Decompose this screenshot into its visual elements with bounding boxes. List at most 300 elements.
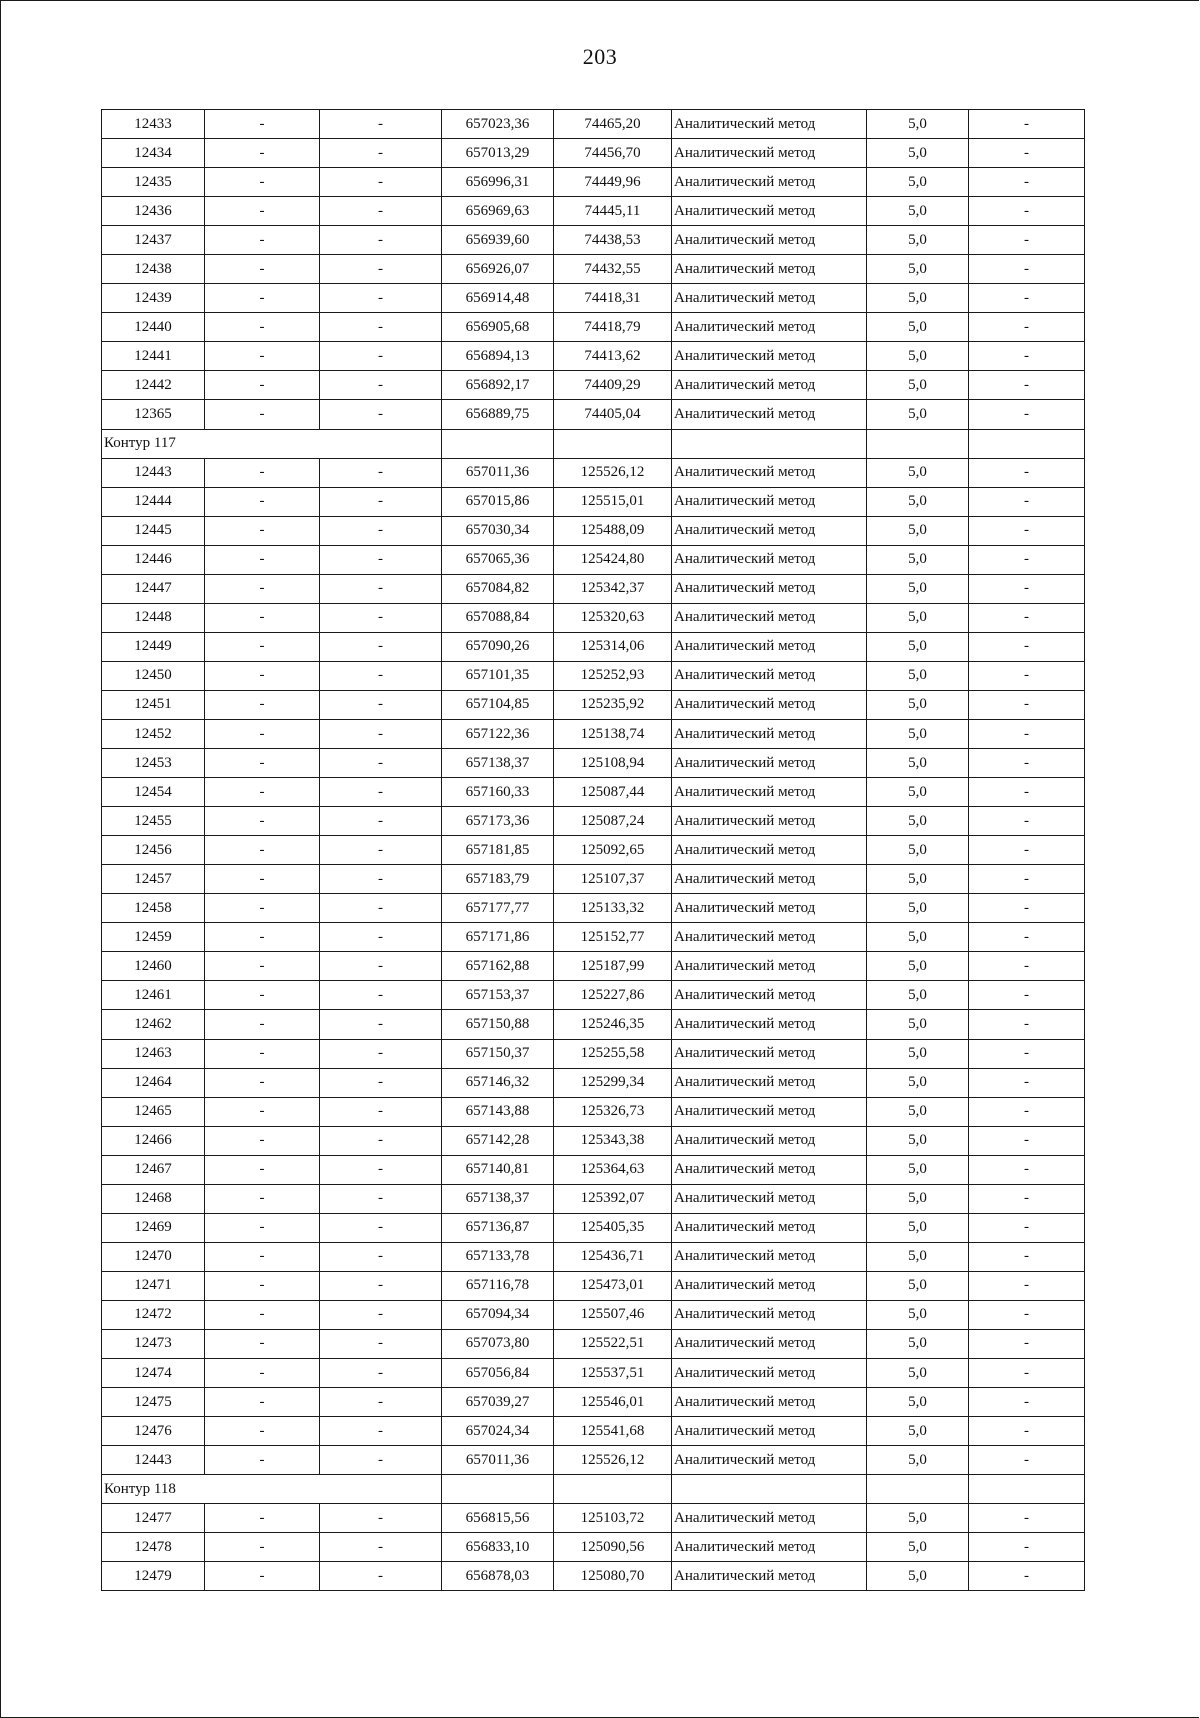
remark-cell: - bbox=[969, 313, 1085, 342]
remark-cell: - bbox=[969, 487, 1085, 516]
remark-cell: - bbox=[969, 632, 1085, 661]
method-cell: Аналитический метод bbox=[672, 1271, 867, 1300]
table-row bbox=[102, 574, 1085, 603]
y-coordinate-cell: 125515,01 bbox=[554, 487, 672, 516]
accuracy-cell: 5,0 bbox=[867, 1329, 969, 1358]
x-coordinate-cell: 657140,81 bbox=[442, 1155, 554, 1184]
point-number-cell: 12365 bbox=[102, 400, 205, 429]
table-row bbox=[102, 1242, 1085, 1271]
coordinates-table bbox=[101, 109, 1085, 1591]
x-coordinate-cell: 657143,88 bbox=[442, 1097, 554, 1126]
empty-x-cell: - bbox=[205, 1359, 320, 1388]
table-row bbox=[102, 226, 1085, 255]
empty-y-cell: - bbox=[320, 1242, 442, 1271]
empty-x-cell: - bbox=[205, 1446, 320, 1475]
method-cell: Аналитический метод bbox=[672, 952, 867, 981]
remark-cell: - bbox=[969, 139, 1085, 168]
method-cell: Аналитический метод bbox=[672, 458, 867, 487]
y-coordinate-cell: 125541,68 bbox=[554, 1417, 672, 1446]
empty-x-cell: - bbox=[205, 1329, 320, 1358]
blank-cell bbox=[969, 1475, 1085, 1504]
y-coordinate-cell: 125103,72 bbox=[554, 1504, 672, 1533]
y-coordinate-cell: 74413,62 bbox=[554, 342, 672, 371]
empty-x-cell: - bbox=[205, 1300, 320, 1329]
empty-y-cell: - bbox=[320, 1039, 442, 1068]
method-cell: Аналитический метод bbox=[672, 1213, 867, 1242]
empty-x-cell: - bbox=[205, 487, 320, 516]
empty-y-cell: - bbox=[320, 516, 442, 545]
accuracy-cell: 5,0 bbox=[867, 139, 969, 168]
table-row bbox=[102, 1155, 1085, 1184]
x-coordinate-cell: 656914,48 bbox=[442, 284, 554, 313]
point-number-cell: 12455 bbox=[102, 807, 205, 836]
accuracy-cell: 5,0 bbox=[867, 197, 969, 226]
table-row bbox=[102, 458, 1085, 487]
empty-x-cell: - bbox=[205, 458, 320, 487]
method-cell: Аналитический метод bbox=[672, 1417, 867, 1446]
table-row bbox=[102, 1388, 1085, 1417]
table-row bbox=[102, 1300, 1085, 1329]
x-coordinate-cell: 656889,75 bbox=[442, 400, 554, 429]
empty-x-cell: - bbox=[205, 661, 320, 690]
remark-cell: - bbox=[969, 690, 1085, 719]
point-number-cell: 12464 bbox=[102, 1068, 205, 1097]
remark-cell: - bbox=[969, 168, 1085, 197]
table-row bbox=[102, 749, 1085, 778]
empty-y-cell: - bbox=[320, 894, 442, 923]
remark-cell: - bbox=[969, 1533, 1085, 1562]
accuracy-cell: 5,0 bbox=[867, 371, 969, 400]
accuracy-cell: 5,0 bbox=[867, 168, 969, 197]
x-coordinate-cell: 657094,34 bbox=[442, 1300, 554, 1329]
method-cell: Аналитический метод bbox=[672, 632, 867, 661]
y-coordinate-cell: 125342,37 bbox=[554, 574, 672, 603]
empty-x-cell: - bbox=[205, 1184, 320, 1213]
table-row bbox=[102, 952, 1085, 981]
table-row bbox=[102, 1271, 1085, 1300]
table-row bbox=[102, 545, 1085, 574]
x-coordinate-cell: 657088,84 bbox=[442, 603, 554, 632]
point-number-cell: 12440 bbox=[102, 313, 205, 342]
empty-x-cell: - bbox=[205, 1504, 320, 1533]
accuracy-cell: 5,0 bbox=[867, 1359, 969, 1388]
accuracy-cell: 5,0 bbox=[867, 1533, 969, 1562]
empty-y-cell: - bbox=[320, 139, 442, 168]
point-number-cell: 12475 bbox=[102, 1388, 205, 1417]
method-cell: Аналитический метод bbox=[672, 168, 867, 197]
empty-y-cell: - bbox=[320, 778, 442, 807]
point-number-cell: 12459 bbox=[102, 923, 205, 952]
blank-cell bbox=[554, 429, 672, 458]
empty-x-cell: - bbox=[205, 865, 320, 894]
accuracy-cell: 5,0 bbox=[867, 1126, 969, 1155]
method-cell: Аналитический метод bbox=[672, 1359, 867, 1388]
x-coordinate-cell: 657101,35 bbox=[442, 661, 554, 690]
remark-cell: - bbox=[969, 1242, 1085, 1271]
point-number-cell: 12473 bbox=[102, 1329, 205, 1358]
x-coordinate-cell: 657150,37 bbox=[442, 1039, 554, 1068]
table-row bbox=[102, 400, 1085, 429]
y-coordinate-cell: 125152,77 bbox=[554, 923, 672, 952]
empty-x-cell: - bbox=[205, 516, 320, 545]
method-cell: Аналитический метод bbox=[672, 1446, 867, 1475]
empty-x-cell: - bbox=[205, 1417, 320, 1446]
method-cell: Аналитический метод bbox=[672, 487, 867, 516]
empty-x-cell: - bbox=[205, 545, 320, 574]
remark-cell: - bbox=[969, 778, 1085, 807]
table-row bbox=[102, 1562, 1085, 1591]
x-coordinate-cell: 657024,34 bbox=[442, 1417, 554, 1446]
y-coordinate-cell: 125364,63 bbox=[554, 1155, 672, 1184]
x-coordinate-cell: 656996,31 bbox=[442, 168, 554, 197]
method-cell: Аналитический метод bbox=[672, 545, 867, 574]
table-row bbox=[102, 603, 1085, 632]
y-coordinate-cell: 125138,74 bbox=[554, 719, 672, 748]
remark-cell: - bbox=[969, 719, 1085, 748]
remark-cell: - bbox=[969, 981, 1085, 1010]
y-coordinate-cell: 125405,35 bbox=[554, 1213, 672, 1242]
empty-x-cell: - bbox=[205, 110, 320, 139]
accuracy-cell: 5,0 bbox=[867, 284, 969, 313]
y-coordinate-cell: 125473,01 bbox=[554, 1271, 672, 1300]
accuracy-cell: 5,0 bbox=[867, 894, 969, 923]
empty-y-cell: - bbox=[320, 342, 442, 371]
remark-cell: - bbox=[969, 1417, 1085, 1446]
table-row bbox=[102, 923, 1085, 952]
table-row bbox=[102, 168, 1085, 197]
empty-y-cell: - bbox=[320, 1271, 442, 1300]
point-number-cell: 12469 bbox=[102, 1213, 205, 1242]
accuracy-cell: 5,0 bbox=[867, 458, 969, 487]
x-coordinate-cell: 657015,86 bbox=[442, 487, 554, 516]
empty-y-cell: - bbox=[320, 603, 442, 632]
table-row bbox=[102, 255, 1085, 284]
remark-cell: - bbox=[969, 1271, 1085, 1300]
y-coordinate-cell: 125087,24 bbox=[554, 807, 672, 836]
method-cell: Аналитический метод bbox=[672, 1242, 867, 1271]
empty-x-cell: - bbox=[205, 719, 320, 748]
accuracy-cell: 5,0 bbox=[867, 1300, 969, 1329]
y-coordinate-cell: 125246,35 bbox=[554, 1010, 672, 1039]
point-number-cell: 12457 bbox=[102, 865, 205, 894]
method-cell: Аналитический метод bbox=[672, 284, 867, 313]
empty-y-cell: - bbox=[320, 400, 442, 429]
empty-y-cell: - bbox=[320, 1155, 442, 1184]
point-number-cell: 12445 bbox=[102, 516, 205, 545]
table-row bbox=[102, 197, 1085, 226]
method-cell: Аналитический метод bbox=[672, 807, 867, 836]
accuracy-cell: 5,0 bbox=[867, 1213, 969, 1242]
table-row bbox=[102, 719, 1085, 748]
x-coordinate-cell: 656894,13 bbox=[442, 342, 554, 371]
remark-cell: - bbox=[969, 1300, 1085, 1329]
remark-cell: - bbox=[969, 1359, 1085, 1388]
accuracy-cell: 5,0 bbox=[867, 400, 969, 429]
method-cell: Аналитический метод bbox=[672, 1068, 867, 1097]
y-coordinate-cell: 74456,70 bbox=[554, 139, 672, 168]
table-row bbox=[102, 487, 1085, 516]
table-row bbox=[102, 1010, 1085, 1039]
accuracy-cell: 5,0 bbox=[867, 487, 969, 516]
method-cell: Аналитический метод bbox=[672, 139, 867, 168]
remark-cell: - bbox=[969, 1155, 1085, 1184]
x-coordinate-cell: 657104,85 bbox=[442, 690, 554, 719]
y-coordinate-cell: 125546,01 bbox=[554, 1388, 672, 1417]
remark-cell: - bbox=[969, 1068, 1085, 1097]
blank-cell bbox=[867, 429, 969, 458]
point-number-cell: 12437 bbox=[102, 226, 205, 255]
point-number-cell: 12436 bbox=[102, 197, 205, 226]
table-body bbox=[102, 110, 1085, 1591]
empty-x-cell: - bbox=[205, 807, 320, 836]
y-coordinate-cell: 125252,93 bbox=[554, 661, 672, 690]
x-coordinate-cell: 657177,77 bbox=[442, 894, 554, 923]
empty-y-cell: - bbox=[320, 284, 442, 313]
empty-y-cell: - bbox=[320, 1533, 442, 1562]
remark-cell: - bbox=[969, 226, 1085, 255]
method-cell: Аналитический метод bbox=[672, 516, 867, 545]
empty-y-cell: - bbox=[320, 371, 442, 400]
point-number-cell: 12454 bbox=[102, 778, 205, 807]
table-row bbox=[102, 1417, 1085, 1446]
y-coordinate-cell: 74465,20 bbox=[554, 110, 672, 139]
point-number-cell: 12446 bbox=[102, 545, 205, 574]
table-row bbox=[102, 1097, 1085, 1126]
method-cell: Аналитический метод bbox=[672, 226, 867, 255]
remark-cell: - bbox=[969, 894, 1085, 923]
method-cell: Аналитический метод bbox=[672, 661, 867, 690]
empty-x-cell: - bbox=[205, 197, 320, 226]
accuracy-cell: 5,0 bbox=[867, 690, 969, 719]
table-row bbox=[102, 1213, 1085, 1242]
y-coordinate-cell: 125343,38 bbox=[554, 1126, 672, 1155]
point-number-cell: 12448 bbox=[102, 603, 205, 632]
table-row bbox=[102, 1184, 1085, 1213]
empty-x-cell: - bbox=[205, 1242, 320, 1271]
empty-x-cell: - bbox=[205, 603, 320, 632]
y-coordinate-cell: 125424,80 bbox=[554, 545, 672, 574]
contour-label: Контур 117 bbox=[102, 429, 442, 458]
accuracy-cell: 5,0 bbox=[867, 952, 969, 981]
y-coordinate-cell: 125522,51 bbox=[554, 1329, 672, 1358]
accuracy-cell: 5,0 bbox=[867, 110, 969, 139]
blank-cell bbox=[672, 1475, 867, 1504]
empty-x-cell: - bbox=[205, 1155, 320, 1184]
method-cell: Аналитический метод bbox=[672, 865, 867, 894]
y-coordinate-cell: 74432,55 bbox=[554, 255, 672, 284]
empty-y-cell: - bbox=[320, 1068, 442, 1097]
table-row bbox=[102, 110, 1085, 139]
empty-x-cell: - bbox=[205, 923, 320, 952]
y-coordinate-cell: 125108,94 bbox=[554, 749, 672, 778]
remark-cell: - bbox=[969, 603, 1085, 632]
y-coordinate-cell: 74438,53 bbox=[554, 226, 672, 255]
remark-cell: - bbox=[969, 371, 1085, 400]
table-row bbox=[102, 284, 1085, 313]
empty-x-cell: - bbox=[205, 226, 320, 255]
table-row bbox=[102, 1039, 1085, 1068]
empty-y-cell: - bbox=[320, 923, 442, 952]
accuracy-cell: 5,0 bbox=[867, 1097, 969, 1126]
method-cell: Аналитический метод bbox=[672, 1329, 867, 1358]
remark-cell: - bbox=[969, 545, 1085, 574]
y-coordinate-cell: 125092,65 bbox=[554, 836, 672, 865]
point-number-cell: 12474 bbox=[102, 1359, 205, 1388]
point-number-cell: 12478 bbox=[102, 1533, 205, 1562]
point-number-cell: 12442 bbox=[102, 371, 205, 400]
empty-x-cell: - bbox=[205, 342, 320, 371]
empty-y-cell: - bbox=[320, 865, 442, 894]
empty-x-cell: - bbox=[205, 778, 320, 807]
remark-cell: - bbox=[969, 807, 1085, 836]
method-cell: Аналитический метод bbox=[672, 778, 867, 807]
y-coordinate-cell: 74445,11 bbox=[554, 197, 672, 226]
method-cell: Аналитический метод bbox=[672, 1184, 867, 1213]
y-coordinate-cell: 125227,86 bbox=[554, 981, 672, 1010]
x-coordinate-cell: 657073,80 bbox=[442, 1329, 554, 1358]
table-row bbox=[102, 778, 1085, 807]
empty-y-cell: - bbox=[320, 836, 442, 865]
x-coordinate-cell: 657162,88 bbox=[442, 952, 554, 981]
accuracy-cell: 5,0 bbox=[867, 1039, 969, 1068]
method-cell: Аналитический метод bbox=[672, 1039, 867, 1068]
method-cell: Аналитический метод bbox=[672, 923, 867, 952]
method-cell: Аналитический метод bbox=[672, 749, 867, 778]
remark-cell: - bbox=[969, 865, 1085, 894]
table-row bbox=[102, 661, 1085, 690]
table-row bbox=[102, 313, 1085, 342]
point-number-cell: 12439 bbox=[102, 284, 205, 313]
remark-cell: - bbox=[969, 661, 1085, 690]
remark-cell: - bbox=[969, 1010, 1085, 1039]
point-number-cell: 12456 bbox=[102, 836, 205, 865]
empty-y-cell: - bbox=[320, 719, 442, 748]
y-coordinate-cell: 125087,44 bbox=[554, 778, 672, 807]
point-number-cell: 12466 bbox=[102, 1126, 205, 1155]
accuracy-cell: 5,0 bbox=[867, 1504, 969, 1533]
empty-x-cell: - bbox=[205, 1068, 320, 1097]
method-cell: Аналитический метод bbox=[672, 1388, 867, 1417]
remark-cell: - bbox=[969, 923, 1085, 952]
remark-cell: - bbox=[969, 1446, 1085, 1475]
table-row bbox=[102, 1359, 1085, 1388]
remark-cell: - bbox=[969, 1184, 1085, 1213]
method-cell: Аналитический метод bbox=[672, 110, 867, 139]
empty-y-cell: - bbox=[320, 1184, 442, 1213]
method-cell: Аналитический метод bbox=[672, 981, 867, 1010]
empty-y-cell: - bbox=[320, 632, 442, 661]
method-cell: Аналитический метод bbox=[672, 1155, 867, 1184]
accuracy-cell: 5,0 bbox=[867, 1184, 969, 1213]
method-cell: Аналитический метод bbox=[672, 1010, 867, 1039]
contour-row bbox=[102, 1475, 1085, 1504]
accuracy-cell: 5,0 bbox=[867, 603, 969, 632]
table-row bbox=[102, 981, 1085, 1010]
empty-x-cell: - bbox=[205, 1010, 320, 1039]
y-coordinate-cell: 125320,63 bbox=[554, 603, 672, 632]
accuracy-cell: 5,0 bbox=[867, 313, 969, 342]
x-coordinate-cell: 657116,78 bbox=[442, 1271, 554, 1300]
point-number-cell: 12452 bbox=[102, 719, 205, 748]
point-number-cell: 12447 bbox=[102, 574, 205, 603]
empty-y-cell: - bbox=[320, 1417, 442, 1446]
point-number-cell: 12435 bbox=[102, 168, 205, 197]
empty-x-cell: - bbox=[205, 1213, 320, 1242]
remark-cell: - bbox=[969, 574, 1085, 603]
point-number-cell: 12472 bbox=[102, 1300, 205, 1329]
accuracy-cell: 5,0 bbox=[867, 807, 969, 836]
x-coordinate-cell: 657011,36 bbox=[442, 1446, 554, 1475]
empty-y-cell: - bbox=[320, 313, 442, 342]
empty-x-cell: - bbox=[205, 139, 320, 168]
x-coordinate-cell: 657181,85 bbox=[442, 836, 554, 865]
point-number-cell: 12434 bbox=[102, 139, 205, 168]
empty-y-cell: - bbox=[320, 1388, 442, 1417]
accuracy-cell: 5,0 bbox=[867, 255, 969, 284]
accuracy-cell: 5,0 bbox=[867, 574, 969, 603]
table-row bbox=[102, 1068, 1085, 1097]
blank-cell bbox=[442, 429, 554, 458]
empty-y-cell: - bbox=[320, 545, 442, 574]
table-row bbox=[102, 139, 1085, 168]
y-coordinate-cell: 125488,09 bbox=[554, 516, 672, 545]
x-coordinate-cell: 657013,29 bbox=[442, 139, 554, 168]
x-coordinate-cell: 657153,37 bbox=[442, 981, 554, 1010]
empty-y-cell: - bbox=[320, 952, 442, 981]
table-row bbox=[102, 371, 1085, 400]
method-cell: Аналитический метод bbox=[672, 894, 867, 923]
y-coordinate-cell: 125392,07 bbox=[554, 1184, 672, 1213]
y-coordinate-cell: 125436,71 bbox=[554, 1242, 672, 1271]
remark-cell: - bbox=[969, 516, 1085, 545]
method-cell: Аналитический метод bbox=[672, 719, 867, 748]
method-cell: Аналитический метод bbox=[672, 1126, 867, 1155]
empty-x-cell: - bbox=[205, 371, 320, 400]
table-row bbox=[102, 836, 1085, 865]
remark-cell: - bbox=[969, 255, 1085, 284]
remark-cell: - bbox=[969, 1388, 1085, 1417]
x-coordinate-cell: 657065,36 bbox=[442, 545, 554, 574]
point-number-cell: 12433 bbox=[102, 110, 205, 139]
blank-cell bbox=[672, 429, 867, 458]
empty-x-cell: - bbox=[205, 1271, 320, 1300]
remark-cell: - bbox=[969, 1213, 1085, 1242]
x-coordinate-cell: 656905,68 bbox=[442, 313, 554, 342]
remark-cell: - bbox=[969, 1097, 1085, 1126]
point-number-cell: 12443 bbox=[102, 458, 205, 487]
y-coordinate-cell: 125526,12 bbox=[554, 1446, 672, 1475]
empty-y-cell: - bbox=[320, 1213, 442, 1242]
accuracy-cell: 5,0 bbox=[867, 1271, 969, 1300]
empty-y-cell: - bbox=[320, 1097, 442, 1126]
method-cell: Аналитический метод bbox=[672, 1562, 867, 1591]
x-coordinate-cell: 657084,82 bbox=[442, 574, 554, 603]
method-cell: Аналитический метод bbox=[672, 574, 867, 603]
x-coordinate-cell: 657173,36 bbox=[442, 807, 554, 836]
y-coordinate-cell: 125314,06 bbox=[554, 632, 672, 661]
x-coordinate-cell: 657160,33 bbox=[442, 778, 554, 807]
x-coordinate-cell: 656969,63 bbox=[442, 197, 554, 226]
accuracy-cell: 5,0 bbox=[867, 661, 969, 690]
y-coordinate-cell: 125133,32 bbox=[554, 894, 672, 923]
point-number-cell: 12461 bbox=[102, 981, 205, 1010]
remark-cell: - bbox=[969, 1039, 1085, 1068]
x-coordinate-cell: 657023,36 bbox=[442, 110, 554, 139]
empty-y-cell: - bbox=[320, 690, 442, 719]
empty-y-cell: - bbox=[320, 1446, 442, 1475]
method-cell: Аналитический метод bbox=[672, 603, 867, 632]
accuracy-cell: 5,0 bbox=[867, 1242, 969, 1271]
